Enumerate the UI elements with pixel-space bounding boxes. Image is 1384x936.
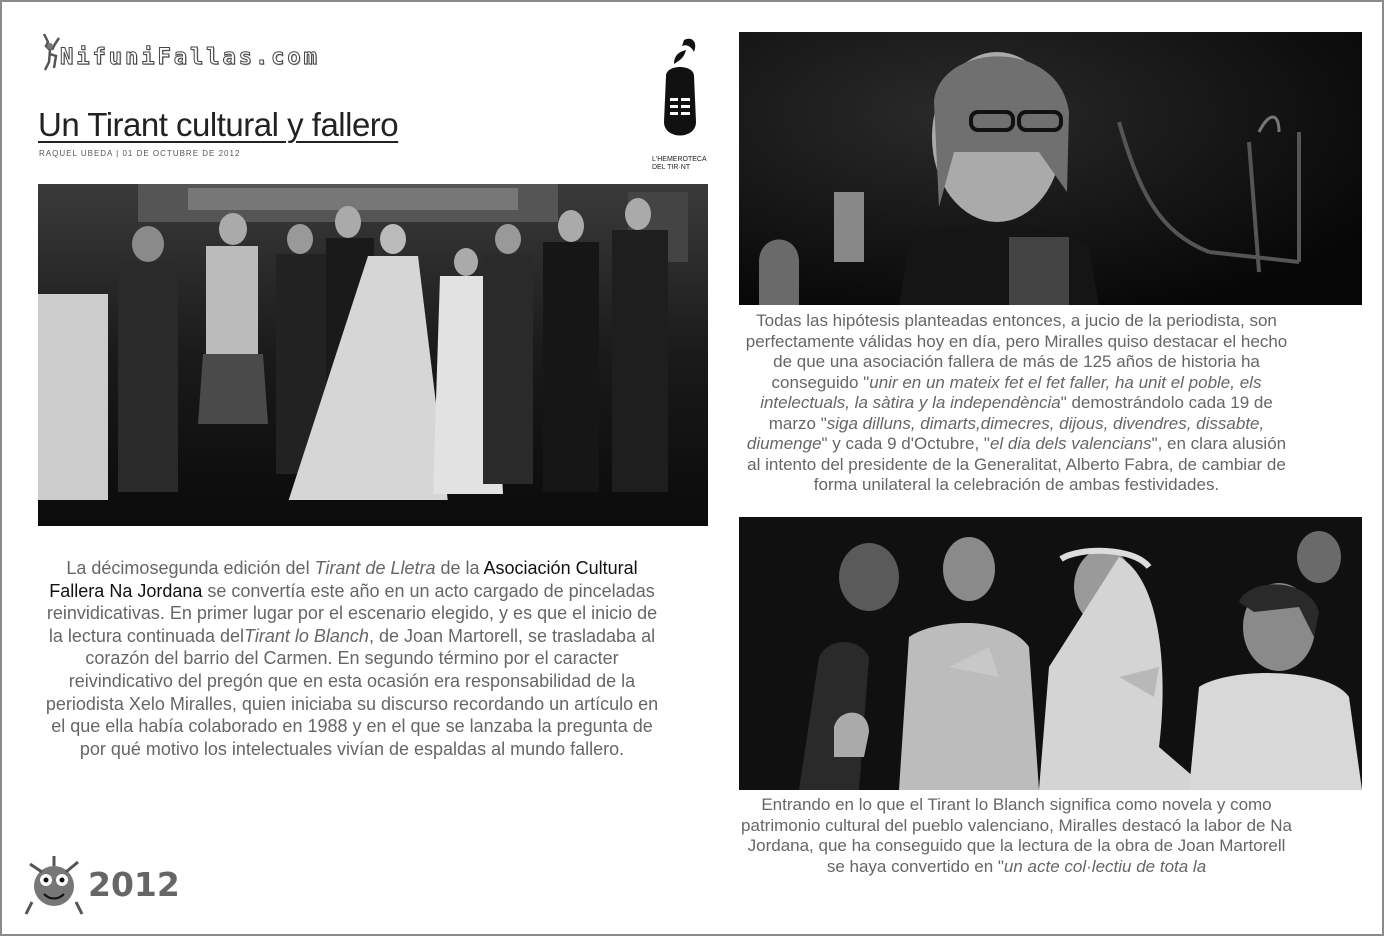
- group-photo: [38, 184, 708, 526]
- caption-italic: siga dilluns, dimarts,dimecres, dijous, divendres, dissabte, diumenge: [746, 413, 1265, 453]
- speaker-photo: [739, 32, 1362, 305]
- body-part: La décimosegunda edición del: [66, 558, 315, 578]
- body-part: se convertía este año en un acto cargado de pinceladas reinvidicativas. En primer lugar por el escenario elegido, y es que el inicio de la lectura continuada del: [46, 580, 658, 646]
- caption-italic: el dia dels valencians: [989, 434, 1152, 453]
- hemeroteca-caption: [652, 156, 708, 172]
- article-title: Un Tirant cultural y fallero: [38, 106, 399, 143]
- hemeroteca-logo: [652, 36, 708, 172]
- caption-italic: un acte col·lectiu de tota la: [1003, 856, 1207, 876]
- year-badge: [24, 852, 180, 916]
- caption-italic: unir en un mateix fet el fet faller, ha unit el poble, els intelectuals, la sàtira y la independència: [760, 372, 1262, 412]
- speaker-caption: [739, 311, 1294, 496]
- audience-photo: [739, 517, 1362, 790]
- article-body: [40, 557, 664, 760]
- site-brand: NifuniFallas.com: [60, 45, 320, 70]
- falla-mascot-icon: [24, 852, 84, 916]
- year-label: 2012: [88, 864, 180, 904]
- hemeroteca-line1: L'HEMEROTECA: [652, 156, 707, 163]
- caption-part: " y cada 9 d'Octubre, ": [821, 434, 990, 453]
- body-part: , de Joan Martorell, se trasladaba al corazón del barrio del Carmen. En segundo término por el caracter reivindicativo del pregón que en esta ocasión era responsabilidad de la periodista Xelo Miralles, quien iniciaba su discurso recordando un artículo en el que ella había colaborado en 1988 y en el que se lanzaba la pregunta de por qué motivo los intelectuales vivían de espaldas al mundo fallero.: [45, 625, 659, 759]
- article-byline: RAQUEL UBEDA | 01 DE OCTUBRE DE 2012: [39, 149, 241, 158]
- caption-part: Entrando en lo que el Tirant lo Blanch significa como novela y como patrimonio cultural del pueblo valenciano, Miralles destacó la labor de Na Jordana, que ha conseguido que la lectura de la obra de Joan Martorell se haya convertido en ": [741, 795, 1292, 876]
- caption-part: ", en clara alusión al intento del presidente de la Generalitat, Alberto Fabra, de cambiar de forma unilateral la celebración de ambas festividades.: [747, 434, 1287, 494]
- caption-part: " demostrándolo cada 19 de marzo ": [768, 393, 1273, 433]
- hemeroteca-line2: DEL TIR·NT: [652, 164, 691, 171]
- audience-caption: [739, 795, 1294, 877]
- association-link[interactable]: Asociación Cultural Fallera Na Jordana: [49, 558, 638, 601]
- falla-figure-icon: [40, 32, 62, 72]
- caption-part: Todas las hipótesis planteadas entonces, a jucio de la periodista, son perfectamente válidas hoy en día, pero Miralles quiso destacar el hecho de que una asociación fallera de más de 125 años de historia ha conseguido ": [745, 311, 1288, 392]
- body-part: de la: [435, 558, 484, 578]
- body-italic: Tirant lo Blanch: [244, 625, 369, 646]
- hemeroteca-apple-icon: [658, 36, 702, 154]
- site-logo[interactable]: [40, 26, 320, 72]
- body-italic: Tirant de Lletra: [314, 558, 436, 578]
